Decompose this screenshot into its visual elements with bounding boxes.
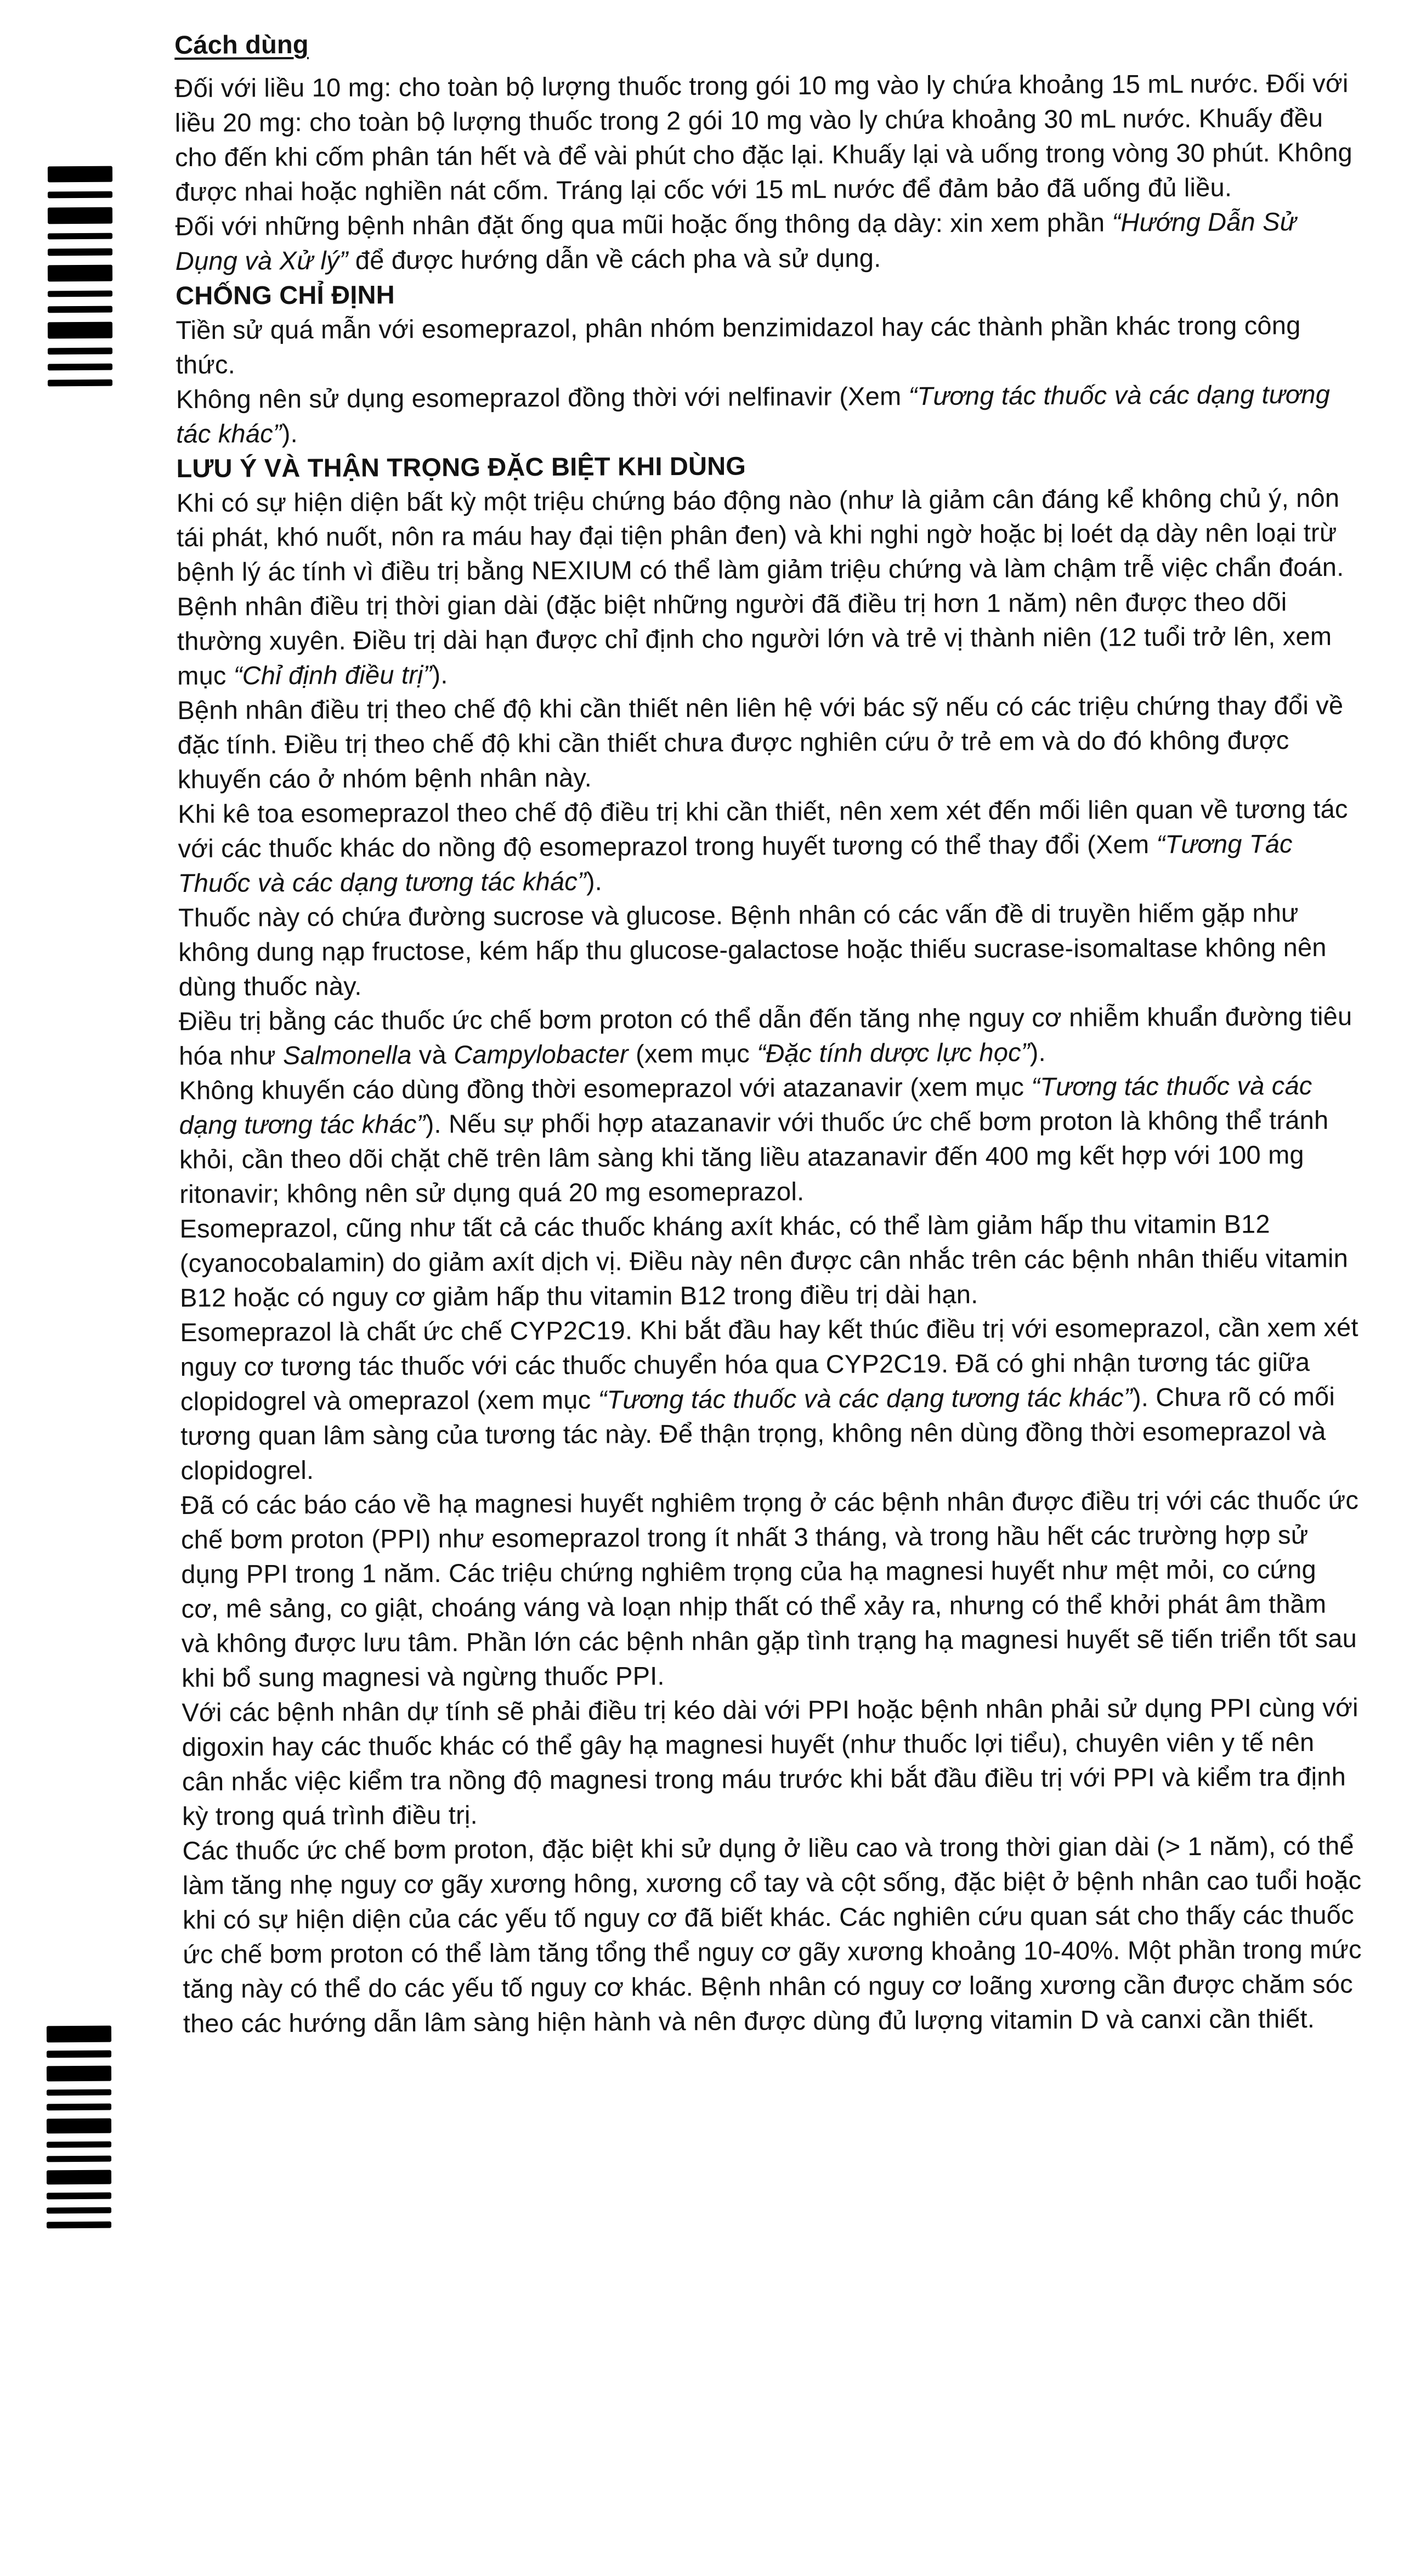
- paragraph: [179, 1206, 1359, 1315]
- text-segment: ).: [281, 419, 298, 448]
- paragraph: [179, 1068, 1358, 1211]
- registration-bar: [48, 248, 112, 256]
- registration-bar: [47, 2050, 111, 2058]
- text-segment: Đối với liều 10 mg: cho toàn bộ lượng thuốc trong gói 10 mg vào ly chứa khoảng 15 mL nước. Đối với liều 20 mg: cho toàn bộ lượng thuốc trong 2 gói 10 mg vào ly chứa khoảng 30 mL nước. Khuấy đều cho đến khi cốm phân tán hết và để vài phút cho đặc lại. Khuấy lại và uống trong vòng 30 phút. Không được nhai hoặc nghiền nát cốm. Tráng lại cốc với 15 mL nước để đảm bảo đã uống đủ liều.: [174, 68, 1353, 206]
- paragraph: [179, 999, 1358, 1073]
- section-heading: [176, 446, 1355, 485]
- text-segment: Tiền sử quá mẫn với esomeprazol, phân nhóm benzimidazol hay các thành phần khác trong công thức.: [176, 310, 1301, 379]
- paragraph: [177, 688, 1357, 796]
- paragraph: [174, 66, 1354, 209]
- paragraph: [178, 895, 1358, 1004]
- paragraph: [178, 792, 1357, 900]
- paragraph: [177, 481, 1356, 589]
- text-segment: CHỐNG CHỈ ĐỊNH: [176, 280, 395, 310]
- registration-bar: [48, 207, 112, 224]
- text-segment: Với các bệnh nhân dự tính sẽ phải điều trị kéo dài với PPI hoặc bệnh nhân phải sử dụng PPI cùng với digoxin hay các thuốc khác có thể gây hạ magnesi huyết (như thuốc lợi tiểu), chuyên viên y tế nên cân nhắc việc kiểm tra nồng độ magnesi trong máu trước khi bắt đầu điều trị với PPI và kiểm tra định kỳ trong quá trình điều trị.: [182, 1692, 1358, 1831]
- registration-bar: [48, 291, 112, 297]
- text-segment: “Hướng Dẫn Sử Dụng và Xử lý”: [175, 207, 1297, 275]
- registration-bar: [47, 2207, 111, 2214]
- paragraph: [176, 308, 1355, 382]
- text-segment: Esomeprazol là chất ức chế CYP2C19. Khi bắt đầu hay kết thúc điều trị với esomeprazol, cần xem xét nguy cơ tương tác thuốc với các thuốc chuyển hóa qua CYP2C19. Đã có ghi nhận tương tác giữa clopidogrel và omeprazol (xem mục: [180, 1312, 1358, 1416]
- registration-bar: [47, 2026, 111, 2043]
- registration-bar: [47, 2222, 111, 2229]
- text-segment: Thuốc này có chứa đường sucrose và glucose. Bệnh nhân có các vấn đề di truyền hiếm gặp như không dung nạp fructose, kém hấp thu glucose-galactose hoặc thiếu sucrase-isomaltase không nên dùng thuốc này.: [178, 898, 1327, 1001]
- text-segment: “Chỉ định điều trị”: [233, 659, 432, 690]
- registration-bar: [47, 2193, 111, 2200]
- registration-bar: [48, 364, 112, 371]
- registration-bar: [47, 2119, 111, 2134]
- text-segment: “Tương Tác Thuốc và các dạng tương tác khác”: [178, 829, 1293, 897]
- registration-bar: [48, 306, 112, 313]
- section-heading: [176, 273, 1355, 313]
- text-segment: Bệnh nhân điều trị thời gian dài (đặc biệt những người đã điều trị hơn 1 năm) nên được theo dõi thường xuyên. Điều trị dài hạn được chỉ định cho người lớn và trẻ vị thành niên (12 tuổi trở lên, xem mục: [177, 587, 1332, 690]
- text-segment: Điều trị bằng các thuốc ức chế bơm proton có thể dẫn đến tăng nhẹ nguy cơ nhiễm khuẩn đường tiêu hóa như: [178, 1001, 1352, 1070]
- text-segment: ). Chưa rõ có mối tương quan lâm sàng của tương tác này. Để thận trọng, không nên dùng đồng thời esomeprazol và clopidogrel.: [180, 1381, 1335, 1485]
- registration-bar: [48, 322, 112, 339]
- text-segment: Các thuốc ức chế bơm proton, đặc biệt khi sử dụng ở liều cao và trong thời gian dài (> 1 năm), có thể làm tăng nhẹ nguy cơ gãy xương hông, xương cổ tay và cột sống, đặc biệt ở bệnh nhân cao tuổi hoặc khi có sự hiện diện của các yếu tố nguy cơ đã biết khác. Các nghiên cứu quan sát cho thấy các thuốc ức chế bơm proton có thể làm tăng tổng thể nguy cơ gãy xương khoảng 10-40%. Một phần trong mức tăng này có thể do các yếu tố nguy cơ khác. Bệnh nhân có nguy cơ loãng xương cần được chăm sóc theo các hướng dẫn lâm sàng hiện hành và nên được dùng đủ lượng vitamin D và canxi cần thiết.: [182, 1831, 1362, 2038]
- text-segment: “Tương tác thuốc và các dạng tương tác khác”: [179, 1070, 1312, 1139]
- registration-bar: [47, 2089, 111, 2096]
- text-segment: (xem mục: [628, 1038, 757, 1069]
- registration-bar: [47, 2066, 111, 2082]
- text-segment: Esomeprazol, cũng như tất cả các thuốc kháng axít khác, có thể làm giảm hấp thu vitamin B12 (cyanocobalamin) do giảm axít dịch vị. Điều này nên được cân nhắc trên các bệnh nhân thiếu vitamin B12 hoặc có nguy cơ giảm hấp thu vitamin B12 trong điều trị dài hạn.: [179, 1209, 1349, 1312]
- registration-bar: [47, 2104, 111, 2111]
- registration-mark-block: [48, 166, 112, 386]
- registration-bar: [48, 191, 112, 199]
- registration-bar: [48, 166, 112, 183]
- paragraph: [175, 204, 1355, 278]
- text-segment: để được hướng dẫn về cách pha và sử dụng.: [348, 243, 881, 275]
- text-segment: Đối với những bệnh nhân đặt ống qua mũi hoặc ống thông dạ dày: xin xem phần: [175, 207, 1112, 241]
- text-segment: “Đặc tính dược lực học”: [757, 1037, 1030, 1068]
- text-segment: Campylobacter: [454, 1039, 629, 1069]
- paragraph: [182, 1828, 1362, 2041]
- paragraph: [177, 584, 1356, 693]
- registration-bar: [48, 233, 112, 240]
- text-segment: Cách dùng: [174, 29, 309, 59]
- text-segment: Đã có các báo cáo về hạ magnesi huyết nghiêm trọng ở các bệnh nhân được điều trị với các thuốc ức chế bơm proton (PPI) như esomeprazol trong ít nhất 3 tháng, và trong hầu hết các trường hợp sử dụng PPI trong 1 năm. Các triệu chứng nghiêm trọng của hạ magnesi huyết như mệt mỏi, co cứng cơ, mê sảng, co giật, choáng váng và loạn nhịp thất có thể xảy ra, nhưng có thể khởi phát âm thầm và không được lưu tâm. Phần lớn các bệnh nhân gặp tình trạng hạ magnesi huyết sẽ tiến triển tốt sau khi bổ sung magnesi và ngừng thuốc PPI.: [180, 1485, 1359, 1692]
- paragraph: [176, 377, 1356, 451]
- text-segment: “Tương tác thuốc và các dạng tương tác khác”: [598, 1382, 1133, 1414]
- text-segment: Salmonella: [282, 1040, 412, 1070]
- registration-bar: [47, 2142, 111, 2148]
- text-segment: Bệnh nhân điều trị theo chế độ khi cần thiết nên liên hệ với bác sỹ nếu có các triệu chứng thay đổi về đặc tính. Điều trị theo chế độ khi cần thiết chưa được nghiên cứu ở trẻ em và do đó không được khuyến cáo ở nhóm bệnh nhân này.: [177, 690, 1344, 794]
- registration-mark-block: [47, 2026, 111, 2228]
- doc-title: [174, 22, 1354, 62]
- text-segment: “Tương tác thuốc và các dạng tương tác khác”: [176, 379, 1331, 448]
- text-segment: LƯU Ý VÀ THẬN TRỌNG ĐẶC BIỆT KHI DÙNG: [176, 451, 746, 483]
- registration-bar: [47, 2170, 111, 2185]
- text-segment: ).: [432, 659, 448, 689]
- paragraph: [182, 1690, 1361, 1833]
- registration-bar: [47, 2156, 111, 2162]
- text-segment: Không nên sử dụng esomeprazol đồng thời với nelfinavir (Xem: [176, 381, 909, 414]
- text-segment: ).: [586, 866, 603, 896]
- text-segment: ).: [1029, 1037, 1046, 1067]
- registration-bar: [48, 348, 112, 355]
- text-segment: ). Nếu sự phối hợp atazanavir với thuốc ức chế bơm proton là không thể tránh khỏi, cần theo dõi chặt chẽ trên lâm sàng khi tăng liều atazanavir đến 400 mg kết hợp với 100 mg ritonavir; không nên sử dụng quá 20 mg esomeprazol.: [179, 1105, 1329, 1208]
- text-segment: Không khuyến cáo dùng đồng thời esomeprazol với atazanavir (xem mục: [179, 1072, 1032, 1105]
- document-body: [174, 22, 1362, 2041]
- registration-bar: [48, 265, 112, 282]
- paragraph: [180, 1310, 1360, 1488]
- text-segment: và: [411, 1040, 454, 1070]
- text-segment: Khi có sự hiện diện bất kỳ một triệu chứng báo động nào (như là giảm cân đáng kể không chủ ý, nôn tái phát, khó nuốt, nôn ra máu hay đại tiện phân đen) và khi nghi ngờ hoặc bị loét dạ dày nên loại trừ bệnh lý ác tính vì điều trị bằng NEXIUM có thể làm giảm triệu chứng và làm chậm trễ việc chẩn đoán.: [176, 483, 1344, 586]
- registration-bar: [48, 380, 112, 387]
- text-segment: Khi kê toa esomeprazol theo chế độ điều trị khi cần thiết, nên xem xét đến mối liên quan về tương tác với các thuốc khác do nồng độ esomeprazol trong huyết tương có thể thay đổi (Xem: [178, 794, 1348, 863]
- paragraph: [181, 1483, 1361, 1695]
